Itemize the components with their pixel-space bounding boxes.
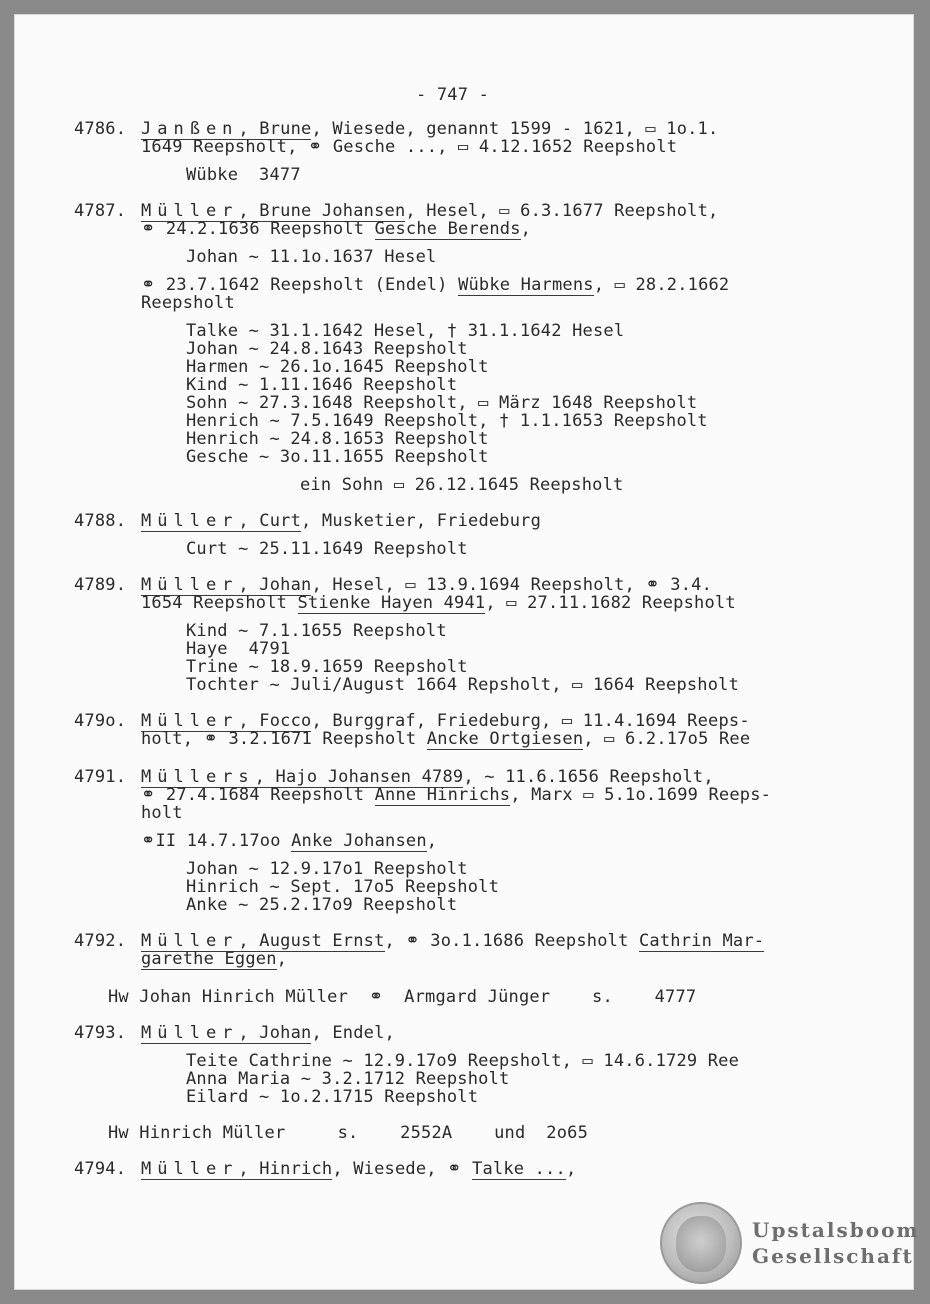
child-line: Talke ~ 31.1.1642 Hesel, † 31.1.1642 Hesel bbox=[186, 321, 625, 341]
entry-rest: , Burggraf, Friedeburg, ▭ 11.4.1694 Reeps- bbox=[311, 711, 750, 731]
given-name: Brune Johansen bbox=[259, 201, 406, 221]
extra-note: ein Sohn ▭ 26.12.1645 Reepsholt bbox=[300, 475, 624, 495]
given-name: Focco bbox=[259, 711, 312, 731]
entry-rest: , Hesel, ▭ 13.9.1694 Reepsholt, ⚭ 3.4. bbox=[311, 575, 713, 595]
entry-4793-line1: Müller, Johan, Endel, bbox=[141, 1023, 395, 1043]
entry-4791-line3: holt bbox=[141, 803, 183, 823]
entry-number-4787: 4787. bbox=[74, 201, 127, 221]
child-line: Trine ~ 18.9.1659 Reepsholt bbox=[186, 657, 468, 677]
entry-4789-line2 bbox=[141, 594, 736, 612]
entry-number-4786: 4786. bbox=[74, 119, 127, 139]
spouse-name: Gesche Berends bbox=[374, 219, 521, 239]
child-line: Gesche ~ 3o.11.1655 Reepsholt bbox=[186, 447, 489, 467]
spouse-name: Anke Johansen bbox=[291, 831, 427, 851]
child-line: Hinrich ~ Sept. 17o5 Reepsholt bbox=[186, 877, 500, 897]
marriage-text: ⚭ 24.2.1636 Reepsholt bbox=[141, 219, 375, 239]
second-marriage-line bbox=[141, 276, 729, 294]
given-name: Hinrich bbox=[259, 1159, 333, 1179]
entry-number-4791: 4791. bbox=[74, 767, 127, 787]
child-line: Johan ~ 12.9.17o1 Reepsholt bbox=[186, 859, 468, 879]
entry-number-4789: 4789. bbox=[74, 575, 127, 595]
surname: Janßen bbox=[141, 119, 239, 139]
surname: Müller bbox=[141, 1023, 239, 1043]
entry-4792-line1: Müller, August Ernst, ⚭ 3o.1.1686 Reepsholt Cathrin Mar- bbox=[141, 931, 765, 951]
death-text: , Marx ▭ 5.1o.1699 Reeps- bbox=[510, 785, 772, 805]
society-seal-icon bbox=[660, 1202, 742, 1284]
entry-rest: , ~ 11.6.1656 Reepsholt, bbox=[463, 767, 714, 787]
child-line: Henrich ~ 7.5.1649 Reepsholt, † 1.1.1653 Reepsholt bbox=[186, 411, 708, 431]
spouse-name: Wübke Harmens bbox=[458, 275, 594, 295]
logo-line1: Upstalsboom bbox=[752, 1218, 920, 1242]
child-line: Kind ~ 7.1.1655 Reepsholt bbox=[186, 621, 447, 641]
entry-4791-line2 bbox=[141, 786, 771, 804]
entry-4788-line1: Müller, Curt, Musketier, Friedeburg bbox=[141, 511, 542, 531]
entry-4786-line2: 1649 Reepsholt, ⚭ Gesche ..., ▭ 4.12.1652 Reepsholt bbox=[141, 137, 678, 157]
entry-rest: , Musketier, Friedeburg bbox=[301, 511, 542, 531]
child-line: Kind ~ 1.11.1646 Reepsholt bbox=[186, 375, 458, 395]
hw-reference: Hw Hinrich Müller s. 2552A und 2o65 bbox=[108, 1123, 589, 1143]
given-name: Johan bbox=[259, 575, 312, 595]
marriage-text: , ⚭ 3o.1.1686 Reepsholt bbox=[384, 931, 639, 951]
entry-number-4792: 4792. bbox=[74, 931, 127, 951]
entry-4787-line2 bbox=[141, 220, 531, 238]
spouse-name: Ancke Ortgiesen bbox=[426, 729, 584, 749]
child-line: Anke ~ 25.2.17o9 Reepsholt bbox=[186, 895, 458, 915]
child-line: Johan ~ 24.8.1643 Reepsholt bbox=[186, 339, 468, 359]
spouse-name: Anne Hinrichs bbox=[374, 785, 511, 805]
second-marriage-line-cont: Reepsholt bbox=[141, 293, 235, 313]
given-name: Curt bbox=[259, 511, 302, 531]
child-line: Teite Cathrine ~ 12.9.17o9 Reepsholt, ▭ 14.6.1729 Ree bbox=[186, 1051, 740, 1071]
child-line: Wübke 3477 bbox=[186, 165, 301, 185]
given-name: Johan bbox=[259, 1023, 312, 1043]
hw-reference: Hw Johan Hinrich Müller ⚭ Armgard Jünger s. 4777 bbox=[108, 987, 697, 1007]
child-line: Haye 4791 bbox=[186, 639, 291, 659]
given-name: Hajo Johansen 4789 bbox=[275, 767, 464, 787]
entry-rest: , Wiesede, ⚭ bbox=[332, 1159, 473, 1179]
marriage-text: ⚭ 23.7.1642 Reepsholt (Endel) bbox=[141, 275, 459, 295]
entry-number-4794: 4794. bbox=[74, 1159, 127, 1179]
entry-number-4793: 4793. bbox=[74, 1023, 127, 1043]
given-name-text: , Brune bbox=[238, 119, 312, 139]
death-text: , ▭ 28.2.1662 bbox=[593, 275, 730, 295]
child-line: Harmen ~ 26.1o.1645 Reepsholt bbox=[186, 357, 489, 377]
spouse-name: Stienke Hayen 4941 bbox=[297, 593, 486, 613]
surname: Müller bbox=[141, 1159, 239, 1179]
death-text: , ▭ 27.11.1682 Reepsholt bbox=[485, 593, 736, 613]
child-line: Tochter ~ Juli/August 1664 Repsholt, ▭ 1664 Reepsholt bbox=[186, 675, 740, 695]
marriage-text: holt, ⚭ 3.2.1671 Reepsholt bbox=[141, 729, 427, 749]
child-line: Anna Maria ~ 3.2.1712 Reepsholt bbox=[186, 1069, 510, 1089]
marriage-text: 1654 Reepsholt bbox=[141, 593, 298, 613]
spouse-name-cont: garethe Eggen bbox=[141, 949, 277, 969]
logo-line2: Gesellschaft bbox=[752, 1244, 914, 1268]
entry-4787-line1: Müller, Brune Johansen, Hesel, ▭ 6.3.1677 Reepsholt, bbox=[141, 201, 719, 221]
surname: Müller bbox=[141, 201, 239, 221]
document-page bbox=[14, 14, 920, 1290]
entry-4790-line1: Müller, Focco, Burggraf, Friedeburg, ▭ 11.4.1694 Reeps- bbox=[141, 711, 750, 731]
entry-4790-line2 bbox=[141, 730, 750, 748]
entry-4792-line2 bbox=[141, 950, 287, 968]
entry-number-4790: 479o. bbox=[74, 711, 127, 731]
given-name: August Ernst bbox=[259, 931, 385, 951]
entry-number-4788: 4788. bbox=[74, 511, 127, 531]
child-line: Sohn ~ 27.3.1648 Reepsholt, ▭ März 1648 Reepsholt bbox=[186, 393, 698, 413]
child-line: Eilard ~ 1o.2.1715 Reepsholt bbox=[186, 1087, 479, 1107]
second-marriage-line bbox=[141, 832, 437, 850]
spouse-name: Cathrin Mar- bbox=[638, 931, 765, 951]
entry-4786-line1: Janßen, Brune, Wiesede, genannt 1599 - 1621, ▭ 1o.1. bbox=[141, 119, 719, 139]
surname: Müller bbox=[141, 931, 239, 951]
entry-4794-line1: Müller, Hinrich, Wiesede, ⚭ Talke ..., bbox=[141, 1159, 577, 1179]
entry-4789-line1: Müller, Johan, Hesel, ▭ 13.9.1694 Reepsholt, ⚭ 3.4. bbox=[141, 575, 713, 595]
death-text: , ▭ 6.2.17o5 Ree bbox=[583, 729, 751, 749]
child-line: Curt ~ 25.11.1649 Reepsholt bbox=[186, 539, 468, 559]
surname: Müller bbox=[141, 575, 239, 595]
punct: , bbox=[565, 1159, 577, 1179]
marriage-text: ⚭II 14.7.17oo bbox=[141, 831, 292, 851]
punct: , bbox=[276, 949, 288, 969]
surname: Müller bbox=[141, 511, 239, 531]
child-line: Henrich ~ 24.8.1653 Reepsholt bbox=[186, 429, 489, 449]
spouse-name: Talke ... bbox=[472, 1159, 566, 1179]
marriage-text: ⚭ 27.4.1684 Reepsholt bbox=[141, 785, 375, 805]
surname: Müller bbox=[141, 711, 239, 731]
entry-rest: , Hesel, ▭ 6.3.1677 Reepsholt, bbox=[405, 201, 719, 221]
entry-rest: , Endel, bbox=[311, 1023, 395, 1043]
page-number: - 747 - bbox=[416, 85, 490, 105]
surname: Müllers bbox=[141, 767, 255, 787]
entry-4791-line1: Müllers, Hajo Johansen 4789, ~ 11.6.1656 Reepsholt, bbox=[141, 767, 714, 787]
child-line: Johan ~ 11.1o.1637 Hesel bbox=[186, 247, 437, 267]
punct: , bbox=[426, 831, 438, 851]
punct: , bbox=[520, 219, 532, 239]
